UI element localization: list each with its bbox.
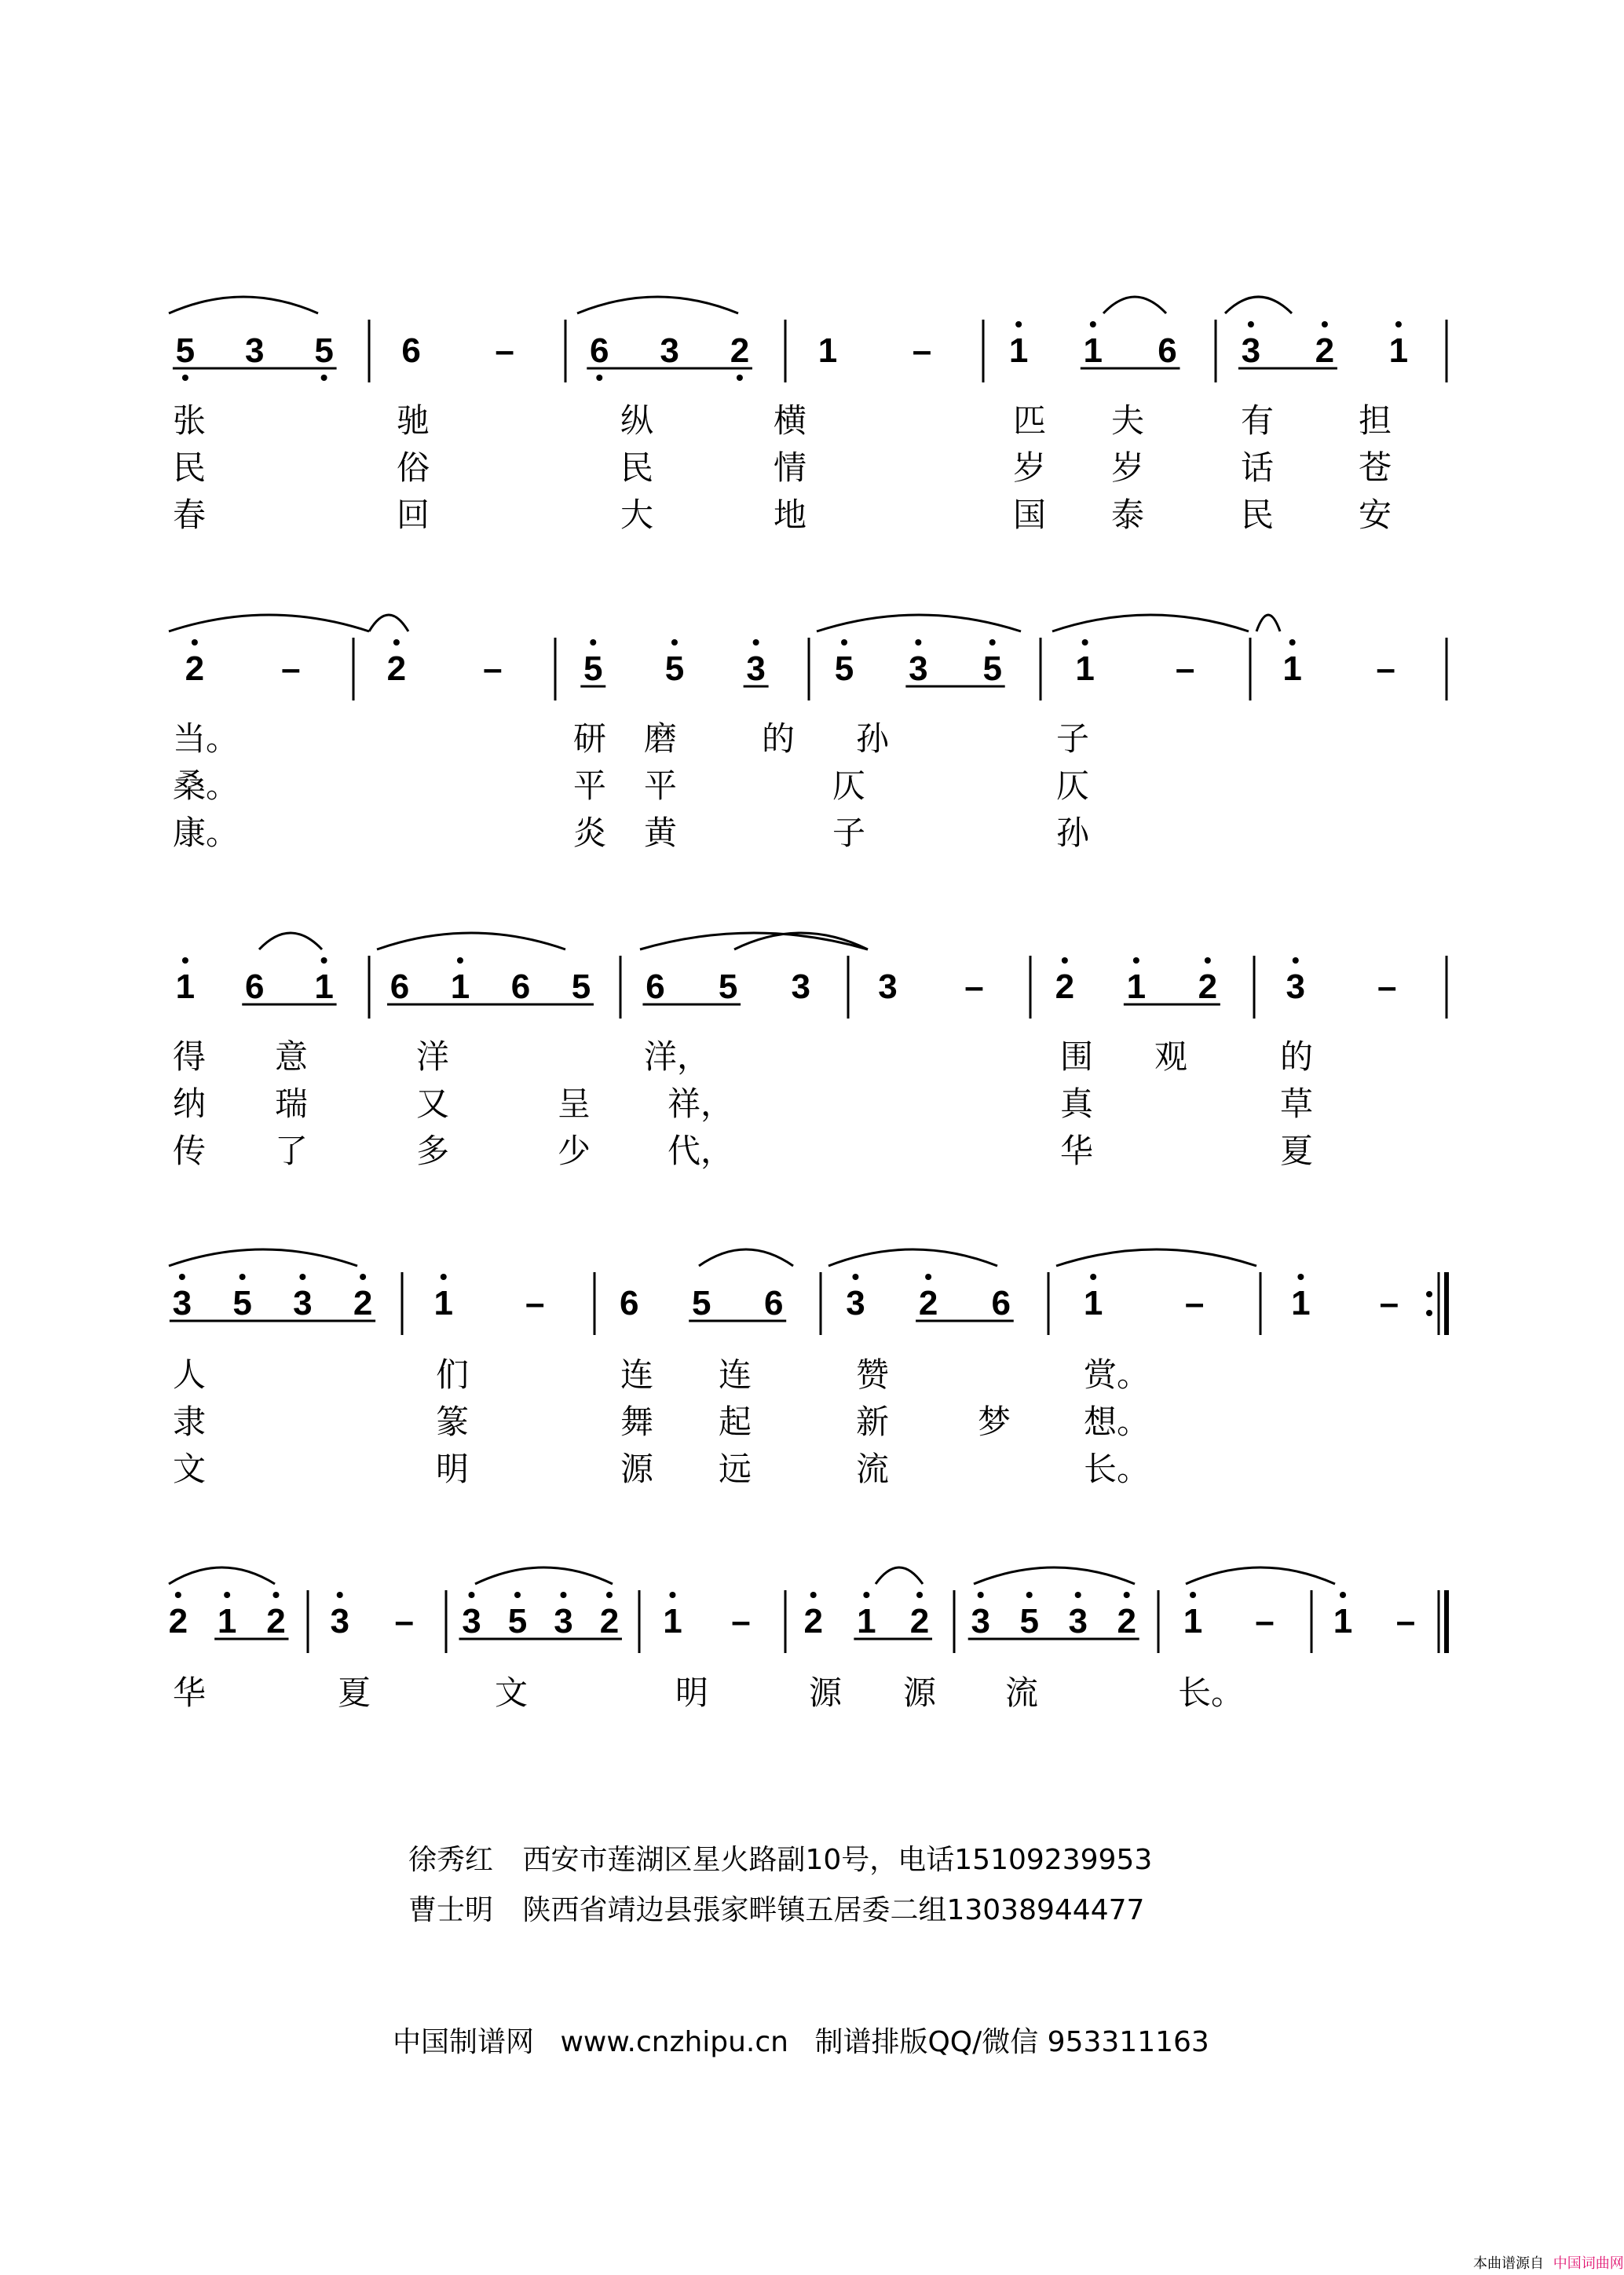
- note-digit: 1: [1083, 1284, 1103, 1322]
- lyric-char: 篆: [436, 1403, 470, 1441]
- slur-arc: [377, 933, 565, 949]
- lyric-char: 祥，: [668, 1084, 734, 1123]
- high-octave-dot: [1340, 1592, 1346, 1598]
- note-digit: –: [1379, 1284, 1399, 1322]
- high-octave-dot: [1090, 321, 1096, 327]
- note-digit: 3: [746, 649, 766, 688]
- lyric-char: 子: [832, 814, 866, 852]
- note-digit: –: [483, 649, 503, 688]
- high-octave-dot: [393, 639, 400, 646]
- note-digit: 1: [1388, 331, 1409, 370]
- slur-arc: [1103, 297, 1166, 313]
- high-octave-dot: [514, 1592, 521, 1598]
- score-systems: [169, 320, 1447, 1712]
- note-digit: –: [281, 649, 301, 688]
- note-digit: 2: [266, 1602, 286, 1640]
- note-digit: 3: [172, 1284, 192, 1322]
- note-digit: 6: [646, 967, 665, 1006]
- lyric-char: 国: [1013, 496, 1047, 534]
- slur-arc: [1056, 1249, 1256, 1266]
- lyric-char: 想。: [1084, 1403, 1150, 1441]
- low-octave-dot: [321, 375, 327, 381]
- high-octave-dot: [272, 1592, 279, 1598]
- note-digit: 3: [909, 649, 928, 688]
- note-digit: –: [1184, 1284, 1205, 1322]
- slur-arc: [259, 933, 322, 949]
- high-octave-dot: [1190, 1592, 1196, 1598]
- note-digit: 3: [462, 1602, 481, 1640]
- lyric-char: 真: [1060, 1084, 1094, 1123]
- note-digit: 2: [1055, 967, 1075, 1006]
- lyric-char: 长。: [1178, 1673, 1245, 1712]
- lyric-char: 话: [1241, 448, 1275, 487]
- lyric-char: 仄: [832, 766, 866, 805]
- note-digit: 2: [353, 1284, 373, 1322]
- lyric-char: 源: [809, 1673, 843, 1712]
- contact-line: [408, 1838, 1152, 1878]
- lyric-char: 平: [573, 766, 607, 805]
- note-digit: 1: [1083, 331, 1103, 370]
- lyric-char: 源: [620, 1450, 654, 1488]
- high-octave-dot: [175, 1592, 181, 1598]
- high-octave-dot: [1248, 321, 1254, 327]
- note-digit: –: [1395, 1602, 1416, 1640]
- high-octave-dot: [321, 957, 327, 964]
- note-digit: –: [495, 331, 514, 370]
- note-digit: 2: [803, 1602, 823, 1640]
- note-digit: 3: [245, 331, 265, 370]
- footer-service: 制谱排版QQ/微信 953311163: [814, 2026, 1209, 2058]
- high-octave-dot: [299, 1274, 305, 1280]
- high-octave-dot: [240, 1274, 246, 1280]
- lyric-char: 呈: [558, 1084, 591, 1123]
- high-octave-dot: [606, 1592, 613, 1598]
- lyric-char: 明: [675, 1673, 709, 1712]
- note-digit: 5: [664, 649, 685, 688]
- high-octave-dot: [590, 639, 596, 646]
- note-digit: 2: [168, 1602, 188, 1640]
- lyric-char: 围: [1060, 1037, 1094, 1076]
- lyric-char: 舞: [620, 1403, 654, 1441]
- lyric-char: 起: [719, 1403, 752, 1441]
- note-digit: 2: [1117, 1602, 1136, 1640]
- high-octave-dot: [468, 1592, 474, 1598]
- note-digit: 6: [1158, 331, 1177, 370]
- high-octave-dot: [915, 639, 921, 646]
- slur-arc: [1052, 615, 1249, 631]
- lyric-char: 俗: [397, 448, 430, 487]
- lyric-char: 回: [397, 496, 430, 534]
- repeat-dot: [1426, 1310, 1432, 1316]
- lyric-char: 赞: [856, 1355, 890, 1394]
- lyric-char: 当。: [173, 719, 240, 758]
- high-octave-dot: [863, 1592, 869, 1598]
- high-octave-dot: [1015, 321, 1022, 327]
- lyric-char: 新: [856, 1403, 890, 1441]
- slur-arc: [1256, 615, 1280, 631]
- contact-name: 曹士明: [408, 1894, 494, 1926]
- high-octave-dot: [841, 639, 847, 646]
- note-digit: 2: [1198, 967, 1218, 1006]
- lyric-char: 的: [1280, 1037, 1314, 1076]
- lyric-char: 康。: [173, 814, 240, 852]
- lyric-char: 了: [275, 1132, 309, 1170]
- note-digit: 6: [390, 967, 410, 1006]
- lyric-char: 的: [762, 719, 796, 758]
- note-digit: 3: [1241, 331, 1261, 370]
- lyric-char: 民: [1241, 496, 1275, 534]
- note-digit: 3: [660, 331, 679, 370]
- lyric-char: 夏: [1280, 1132, 1314, 1170]
- note-digit: –: [731, 1602, 751, 1640]
- lyric-char: 源: [903, 1673, 937, 1712]
- slur-arc: [1225, 297, 1292, 313]
- note-digit: 3: [878, 967, 898, 1006]
- lyric-char: 代，: [668, 1132, 734, 1170]
- note-digit: –: [525, 1284, 545, 1322]
- lyric-char: 孙: [1056, 814, 1090, 852]
- lyric-char: 苍: [1359, 448, 1392, 487]
- lyric-char: 磨: [644, 719, 678, 758]
- lyric-char: 孙: [856, 719, 890, 758]
- note-digit: 2: [599, 1602, 620, 1640]
- contact-name: 徐秀红: [408, 1844, 494, 1876]
- lyric-char: 民: [173, 448, 207, 487]
- high-octave-dot: [1124, 1592, 1130, 1598]
- note-digit: 1: [433, 1284, 454, 1322]
- footer-url: www.cnzhipu.cn: [560, 2026, 788, 2058]
- lyric-char: 梦: [978, 1403, 1011, 1441]
- high-octave-dot: [360, 1274, 366, 1280]
- note-digit: 6: [245, 967, 265, 1006]
- note-digit: 5: [507, 1602, 528, 1640]
- high-octave-dot: [852, 1274, 858, 1280]
- lyric-char: 洋: [416, 1037, 450, 1076]
- lyric-char: 纵: [620, 401, 654, 440]
- high-octave-dot: [978, 1592, 984, 1598]
- lyric-char: 文: [495, 1673, 529, 1712]
- note-digit: 1: [175, 967, 196, 1006]
- note-digit: 1: [857, 1602, 876, 1640]
- slur-arc: [974, 1567, 1135, 1584]
- note-digit: 2: [918, 1284, 938, 1322]
- slur-arc: [577, 297, 738, 313]
- high-octave-dot: [1026, 1592, 1033, 1598]
- lyric-char: 又: [416, 1084, 450, 1123]
- note-digit: –: [964, 967, 984, 1006]
- high-octave-dot: [224, 1592, 230, 1598]
- note-digit: 3: [971, 1602, 990, 1640]
- high-octave-dot: [441, 1274, 447, 1280]
- note-digit: 6: [991, 1284, 1011, 1322]
- note-digit: 1: [1333, 1602, 1353, 1640]
- footer-site-name: 中国制谱网: [393, 2026, 535, 2058]
- high-octave-dot: [560, 1592, 566, 1598]
- lyric-char: 连: [620, 1355, 654, 1394]
- high-octave-dot: [457, 957, 463, 964]
- score-system: [169, 1590, 1447, 1712]
- note-digit: 3: [1068, 1602, 1088, 1640]
- lyric-char: 子: [1056, 719, 1090, 758]
- score-system: [173, 320, 1447, 534]
- corner-site: 中国词曲网: [1553, 2255, 1624, 2272]
- note-digit: –: [1376, 649, 1395, 688]
- note-digit: 6: [510, 967, 531, 1006]
- lyric-char: 地: [774, 496, 807, 534]
- lyric-char: 横: [774, 401, 807, 440]
- lyric-char: 草: [1280, 1084, 1314, 1123]
- lyric-char: 有: [1241, 401, 1275, 440]
- note-digit: 6: [763, 1284, 784, 1322]
- slur-arc: [169, 1567, 275, 1584]
- note-digit: 1: [450, 967, 470, 1006]
- high-octave-dot: [1297, 1274, 1304, 1280]
- slur-arc: [369, 615, 408, 631]
- note-digit: –: [912, 331, 932, 370]
- lyric-char: 民: [620, 448, 654, 487]
- high-octave-dot: [1062, 957, 1068, 964]
- note-digit: 3: [554, 1602, 573, 1640]
- note-digit: 5: [314, 331, 334, 370]
- note-digit: 2: [185, 649, 205, 688]
- note-digit: 1: [1282, 649, 1302, 688]
- high-octave-dot: [1293, 957, 1299, 964]
- repeat-dot: [1426, 1291, 1432, 1297]
- slur-arc: [475, 1567, 613, 1584]
- lyric-char: 隶: [173, 1403, 207, 1441]
- high-octave-dot: [192, 639, 198, 646]
- lyric-char: 多: [416, 1132, 450, 1170]
- note-digit: 5: [175, 331, 196, 370]
- lyric-char: 远: [719, 1450, 752, 1488]
- lyric-char: 夫: [1111, 401, 1145, 440]
- high-octave-dot: [182, 957, 188, 964]
- contact-info: 西安市莲湖区星火路副10号，电话15109239953: [522, 1844, 1153, 1876]
- contact-line: [408, 1888, 1144, 1928]
- slur-arc: [169, 1249, 357, 1266]
- high-octave-dot: [1075, 1592, 1081, 1598]
- note-digit: 1: [217, 1602, 237, 1640]
- lyric-char: 传: [173, 1132, 207, 1170]
- high-octave-dot: [1082, 639, 1088, 646]
- corner-source-note: [1473, 2252, 1624, 2273]
- high-octave-dot: [1090, 1274, 1096, 1280]
- note-digit: 1: [314, 967, 334, 1006]
- note-digit: –: [1255, 1602, 1275, 1640]
- lyric-char: 洋，: [644, 1037, 711, 1076]
- note-digit: 5: [1019, 1602, 1039, 1640]
- note-digit: 6: [401, 331, 421, 370]
- high-octave-dot: [671, 639, 678, 646]
- lyric-char: 华: [1060, 1132, 1094, 1170]
- lyric-char: 意: [275, 1037, 309, 1076]
- note-digit: 5: [982, 649, 1002, 688]
- note-digit: 5: [583, 649, 603, 688]
- lyric-char: 长。: [1084, 1450, 1150, 1488]
- footer-credit: [393, 2020, 1209, 2060]
- slur-arc: [169, 297, 318, 313]
- high-octave-dot: [669, 1592, 675, 1598]
- lyric-char: 泰: [1111, 496, 1145, 534]
- lyric-char: 研: [573, 719, 607, 758]
- note-digit: 6: [590, 331, 609, 370]
- slur-arc: [1186, 1567, 1335, 1584]
- lyric-char: 华: [173, 1673, 207, 1712]
- score-system: [170, 1272, 1447, 1488]
- lyric-char: 观: [1154, 1037, 1188, 1076]
- note-digit: 3: [293, 1284, 313, 1322]
- lyric-char: 大: [620, 496, 654, 534]
- high-octave-dot: [753, 639, 759, 646]
- note-digit: 5: [571, 967, 591, 1006]
- lyric-char: 连: [719, 1355, 752, 1394]
- note-digit: 2: [730, 331, 750, 370]
- note-digit: –: [1377, 967, 1397, 1006]
- note-digit: 3: [1286, 967, 1306, 1006]
- high-octave-dot: [925, 1274, 931, 1280]
- note-digit: 1: [817, 331, 838, 370]
- lyric-char: 夏: [338, 1673, 371, 1712]
- lyric-char: 担: [1359, 401, 1392, 440]
- high-octave-dot: [179, 1274, 185, 1280]
- slur-arc: [699, 1249, 793, 1266]
- note-digit: 1: [1291, 1284, 1311, 1322]
- lyric-char: 炎: [573, 814, 607, 852]
- lyric-char: 流: [856, 1450, 890, 1488]
- contact-info: 陕西省靖边县張家畔镇五居委二组13038944477: [522, 1894, 1145, 1926]
- low-octave-dot: [182, 375, 188, 381]
- note-digit: 3: [330, 1602, 349, 1640]
- note-digit: 3: [846, 1284, 865, 1322]
- slur-arc: [876, 1567, 923, 1584]
- note-digit: 2: [386, 649, 407, 688]
- lyric-char: 明: [436, 1450, 470, 1488]
- high-octave-dot: [810, 1592, 817, 1598]
- low-octave-dot: [596, 375, 602, 381]
- high-octave-dot: [1395, 321, 1402, 327]
- lyric-char: 平: [644, 766, 678, 805]
- lyric-char: 春: [173, 496, 207, 534]
- lyric-char: 岁: [1111, 448, 1145, 487]
- lyric-char: 流: [1005, 1673, 1039, 1712]
- note-digit: –: [394, 1602, 414, 1640]
- note-digit: 1: [663, 1602, 682, 1640]
- lyric-char: 安: [1359, 496, 1392, 534]
- lyric-char: 得: [173, 1037, 207, 1076]
- note-digit: 6: [619, 1284, 639, 1322]
- note-digit: 5: [834, 649, 854, 688]
- lyric-char: 瑞: [275, 1084, 309, 1123]
- lyric-char: 赏。: [1084, 1355, 1150, 1394]
- lyric-char: 人: [173, 1355, 207, 1394]
- high-octave-dot: [1205, 957, 1211, 964]
- note-digit: 5: [691, 1284, 711, 1322]
- note-digit: 5: [232, 1284, 252, 1322]
- high-octave-dot: [916, 1592, 923, 1598]
- slurs: [169, 297, 1335, 1584]
- note-digit: 1: [1008, 331, 1029, 370]
- note-digit: 2: [1315, 331, 1335, 370]
- high-octave-dot: [1289, 639, 1296, 646]
- lyric-char: 黄: [644, 814, 678, 852]
- lyric-char: 仄: [1056, 766, 1090, 805]
- lyric-char: 纳: [173, 1084, 207, 1123]
- note-digit: 1: [1075, 649, 1095, 688]
- lyric-char: 文: [173, 1450, 207, 1488]
- lyric-char: 情: [774, 448, 807, 487]
- lyric-char: 少: [558, 1132, 591, 1170]
- slur-arc: [817, 615, 1021, 631]
- lyric-char: 匹: [1013, 401, 1047, 440]
- lyric-char: 张: [173, 401, 207, 440]
- lyric-char: 驰: [397, 401, 430, 440]
- low-octave-dot: [737, 375, 743, 381]
- lyric-char: 桑。: [173, 766, 240, 805]
- note-digit: –: [1175, 649, 1195, 688]
- high-octave-dot: [1133, 957, 1139, 964]
- high-octave-dot: [337, 1592, 343, 1598]
- high-octave-dot: [1322, 321, 1328, 327]
- note-digit: 1: [1183, 1602, 1203, 1640]
- score-system: [173, 638, 1447, 852]
- note-digit: 2: [909, 1602, 930, 1640]
- slur-arc: [169, 615, 369, 631]
- lyric-char: 们: [436, 1355, 470, 1394]
- note-digit: 5: [718, 967, 738, 1006]
- score-system: [173, 956, 1447, 1170]
- lyric-char: 岁: [1013, 448, 1047, 487]
- note-digit: 3: [791, 967, 811, 1006]
- high-octave-dot: [989, 639, 996, 646]
- corner-prefix: 本曲谱源自: [1473, 2255, 1544, 2272]
- note-digit: 1: [1126, 967, 1147, 1006]
- slur-arc: [828, 1249, 997, 1266]
